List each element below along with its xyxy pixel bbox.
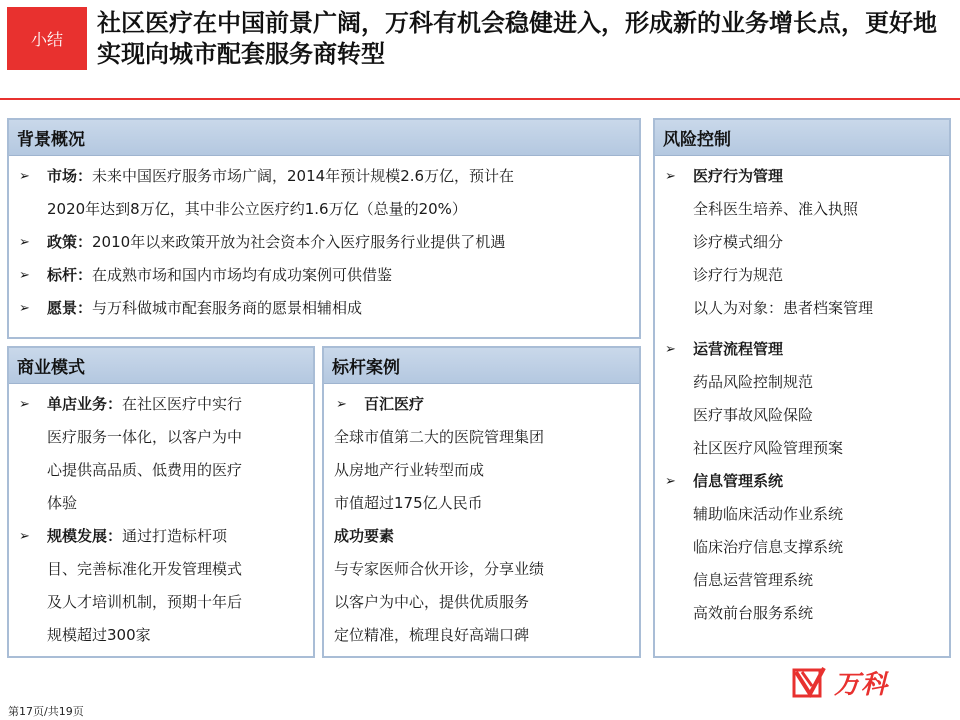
item-label: 愿景： — [47, 299, 93, 317]
risk-item: 诊疗行为规范 — [693, 266, 784, 284]
list-item — [17, 388, 297, 421]
vanke-logo-text: 万科 — [834, 669, 889, 700]
bullet-arrow-icon: ➢ — [665, 169, 676, 184]
item-text: 通过打造标杆项 — [122, 527, 228, 545]
list-item — [17, 160, 631, 193]
risk-item: 临床治疗信息支撑系统 — [693, 538, 844, 556]
case-name — [334, 388, 631, 421]
bullet-arrow-icon: ➢ — [19, 529, 30, 544]
success-factor: 以客户为中心，提供优质服务 — [334, 593, 530, 611]
item-text: 与万科做城市配套服务商的愿景相辅相成 — [92, 299, 363, 317]
success-factor: 定位精准，梳理良好高端口碑 — [334, 626, 530, 644]
item-continuation: 2020年达到8万亿，其中非公立医疗约1.6万亿（总量的20%） — [47, 200, 467, 218]
title-divider — [0, 98, 960, 100]
bullet-arrow-icon: ➢ — [336, 397, 347, 412]
list-item — [17, 259, 631, 292]
case-desc-line: 全球市值第二大的医院管理集团 — [334, 428, 545, 446]
page-number: 第17页/共19页 — [8, 705, 84, 718]
vanke-logo-icon — [792, 664, 828, 700]
bullet-arrow-icon: ➢ — [19, 397, 30, 412]
item-continuation: 及人才培训机制，预期十年后 — [47, 593, 243, 611]
case-desc-line: 从房地产行业转型而成 — [334, 461, 485, 479]
background-panel — [7, 118, 641, 339]
risk-control-panel — [653, 118, 951, 658]
business-model-panel-title: 商业模式 — [9, 348, 313, 384]
risk-group-title — [663, 160, 941, 193]
item-label: 政策： — [47, 233, 93, 251]
risk-item: 信息运营管理系统 — [693, 571, 814, 589]
item-label: 单店业务： — [47, 395, 123, 413]
item-text: 在成熟市场和国内市场均有成功案例可供借鉴 — [92, 266, 393, 284]
item-label: 市场： — [47, 167, 93, 185]
item-text: 未来中国医疗服务市场广阔，2014年预计规模2.6万亿，预计在 — [92, 167, 515, 185]
item-continuation: 体验 — [47, 494, 78, 512]
case-desc-line: 市值超过175亿人民币 — [334, 494, 483, 512]
risk-group-label: 运营流程管理 — [693, 340, 784, 358]
item-continuation: 医疗服务一体化，以客户为中 — [47, 428, 243, 446]
risk-group-title — [663, 465, 941, 498]
page-title: 社区医疗在中国前景广阔，万科有机会稳健进入，形成新的业务增长点，更好地实现向城市配套服务商转型 — [97, 9, 937, 68]
bullet-arrow-icon: ➢ — [19, 235, 30, 250]
item-label: 规模发展： — [47, 527, 123, 545]
risk-item: 辅助临床活动作业系统 — [693, 505, 844, 523]
business-model-panel — [7, 346, 315, 658]
bullet-arrow-icon: ➢ — [19, 268, 30, 283]
list-item — [17, 520, 297, 553]
item-continuation: 目、完善标准化开发管理模式 — [47, 560, 243, 578]
risk-item: 以人为对象：患者档案管理 — [693, 299, 874, 317]
item-label: 标杆： — [47, 266, 93, 284]
risk-item: 高效前台服务系统 — [693, 604, 814, 622]
case-name-label: 百汇医疗 — [364, 395, 425, 413]
benchmark-case-panel-title: 标杆案例 — [324, 348, 639, 384]
risk-item: 社区医疗风险管理预案 — [693, 439, 844, 457]
success-factor: 与专家医师合伙开诊，分享业绩 — [334, 560, 545, 578]
list-item — [17, 226, 631, 259]
risk-group-label: 信息管理系统 — [693, 472, 784, 490]
risk-group-title — [663, 333, 941, 366]
item-continuation: 心提供高品质、低费用的医疗 — [47, 461, 243, 479]
item-continuation: 规模超过300家 — [47, 626, 151, 644]
bullet-arrow-icon: ➢ — [665, 342, 676, 357]
risk-group-label: 医疗行为管理 — [693, 167, 784, 185]
item-text: 在社区医疗中实行 — [122, 395, 243, 413]
risk-item: 诊疗模式细分 — [693, 233, 784, 251]
risk-item: 药品风险控制规范 — [693, 373, 814, 391]
vanke-logo — [792, 662, 912, 702]
risk-control-panel-title: 风险控制 — [655, 120, 949, 156]
success-factors-title: 成功要素 — [334, 527, 395, 545]
list-item — [17, 292, 631, 325]
risk-item: 全科医生培养、准入执照 — [693, 200, 859, 218]
bullet-arrow-icon: ➢ — [665, 474, 676, 489]
section-tag: 小结 — [7, 7, 87, 70]
bullet-arrow-icon: ➢ — [19, 301, 30, 316]
item-text: 2010年以来政策开放为社会资本介入医疗服务行业提供了机遇 — [92, 233, 506, 251]
benchmark-case-panel — [322, 346, 641, 658]
background-panel-title: 背景概况 — [9, 120, 639, 156]
risk-item: 医疗事故风险保险 — [693, 406, 814, 424]
bullet-arrow-icon: ➢ — [19, 169, 30, 184]
